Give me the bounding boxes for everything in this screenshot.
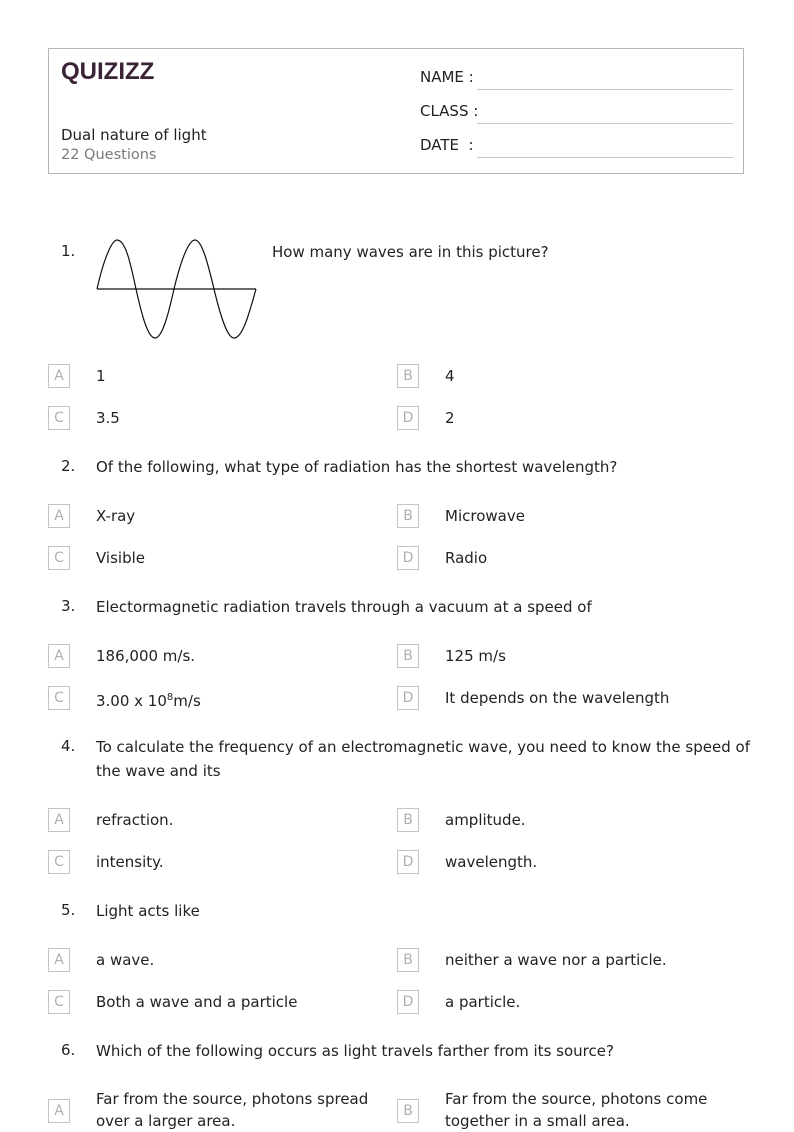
date-label: DATE : xyxy=(420,136,474,154)
option-text-line-2: over a larger area. xyxy=(96,1112,236,1130)
option-letter-box[interactable]: D xyxy=(397,850,419,874)
question-text: Electormagnetic radiation travels through a vacuum at a speed of xyxy=(96,598,592,616)
option-text: wavelength. xyxy=(445,853,538,871)
option-text: neither a wave nor a particle. xyxy=(445,951,667,969)
option-text: It depends on the wavelength xyxy=(445,689,670,707)
option-letter-box[interactable]: A xyxy=(48,504,70,528)
option-text: intensity. xyxy=(96,853,164,871)
sine-wave-image xyxy=(96,238,258,342)
option-text-unit: m/s xyxy=(173,692,201,710)
option-text: Radio xyxy=(445,549,488,567)
option-letter-box[interactable]: C xyxy=(48,990,70,1014)
option-text xyxy=(96,687,201,712)
worksheet-title: Dual nature of light xyxy=(61,126,207,144)
option-text: Visible xyxy=(96,549,145,567)
option-letter-box[interactable]: D xyxy=(397,990,419,1014)
option-text: 3.5 xyxy=(96,409,120,427)
question-number: 3. xyxy=(61,597,76,615)
option-text: Microwave xyxy=(445,507,525,525)
option-text-base: 3.00 x 10 xyxy=(96,692,167,710)
option-text-line-1: Far from the source, photons come xyxy=(445,1090,708,1108)
quizizz-logo: QUIZIZZ xyxy=(61,58,155,85)
option-text: 1 xyxy=(96,367,106,385)
question-text-line-2: the wave and its xyxy=(96,762,221,780)
option-letter-box[interactable]: A xyxy=(48,948,70,972)
option-letter-box[interactable]: B xyxy=(397,504,419,528)
option-letter-box[interactable]: D xyxy=(397,406,419,430)
question-number: 6. xyxy=(61,1041,76,1059)
worksheet-header xyxy=(48,48,744,174)
option-letter-box[interactable]: A xyxy=(48,808,70,832)
question-text: Which of the following occurs as light travels farther from its source? xyxy=(96,1042,614,1060)
date-field[interactable] xyxy=(477,157,733,158)
option-text: X-ray xyxy=(96,507,136,525)
option-text: Both a wave and a particle xyxy=(96,993,298,1011)
option-text: 125 m/s xyxy=(445,647,506,665)
option-text: 4 xyxy=(445,367,455,385)
option-letter-box[interactable]: D xyxy=(397,686,419,710)
option-letter-box[interactable]: C xyxy=(48,686,70,710)
option-letter-box[interactable]: C xyxy=(48,850,70,874)
class-label: CLASS : xyxy=(420,102,479,120)
option-letter-box[interactable]: B xyxy=(397,808,419,832)
question-number: 5. xyxy=(61,901,76,919)
question-text: Light acts like xyxy=(96,902,200,920)
question-text-line-1: To calculate the frequency of an electromagnetic wave, you need to know the speed of xyxy=(96,738,750,756)
option-text: a particle. xyxy=(445,993,521,1011)
exponent: 8 xyxy=(166,692,174,703)
option-letter-box[interactable]: B xyxy=(397,1099,419,1123)
option-text: amplitude. xyxy=(445,811,526,829)
option-letter-box[interactable]: C xyxy=(48,546,70,570)
question-number: 4. xyxy=(61,737,76,755)
option-letter-box[interactable]: D xyxy=(397,546,419,570)
option-letter-box[interactable]: A xyxy=(48,644,70,668)
option-letter-box[interactable]: B xyxy=(397,644,419,668)
option-letter-box[interactable]: C xyxy=(48,406,70,430)
option-text: 2 xyxy=(445,409,455,427)
question-text: Of the following, what type of radiation has the shortest wavelength? xyxy=(96,458,618,476)
option-text-line-1: Far from the source, photons spread xyxy=(96,1090,369,1108)
class-field[interactable] xyxy=(477,123,733,124)
question-number: 1. xyxy=(61,242,76,260)
option-text: refraction. xyxy=(96,811,174,829)
option-letter-box[interactable]: B xyxy=(397,948,419,972)
question-number: 2. xyxy=(61,457,76,475)
option-text: 186,000 m/s. xyxy=(96,647,196,665)
question-text: How many waves are in this picture? xyxy=(272,243,549,261)
option-letter-box[interactable]: B xyxy=(397,364,419,388)
option-text-line-2: together in a small area. xyxy=(445,1112,630,1130)
option-letter-box[interactable]: A xyxy=(48,1099,70,1123)
option-letter-box[interactable]: A xyxy=(48,364,70,388)
question-count: 22 Questions xyxy=(61,147,157,163)
option-text: a wave. xyxy=(96,951,155,969)
name-label: NAME : xyxy=(420,68,474,86)
name-field[interactable] xyxy=(477,89,733,90)
